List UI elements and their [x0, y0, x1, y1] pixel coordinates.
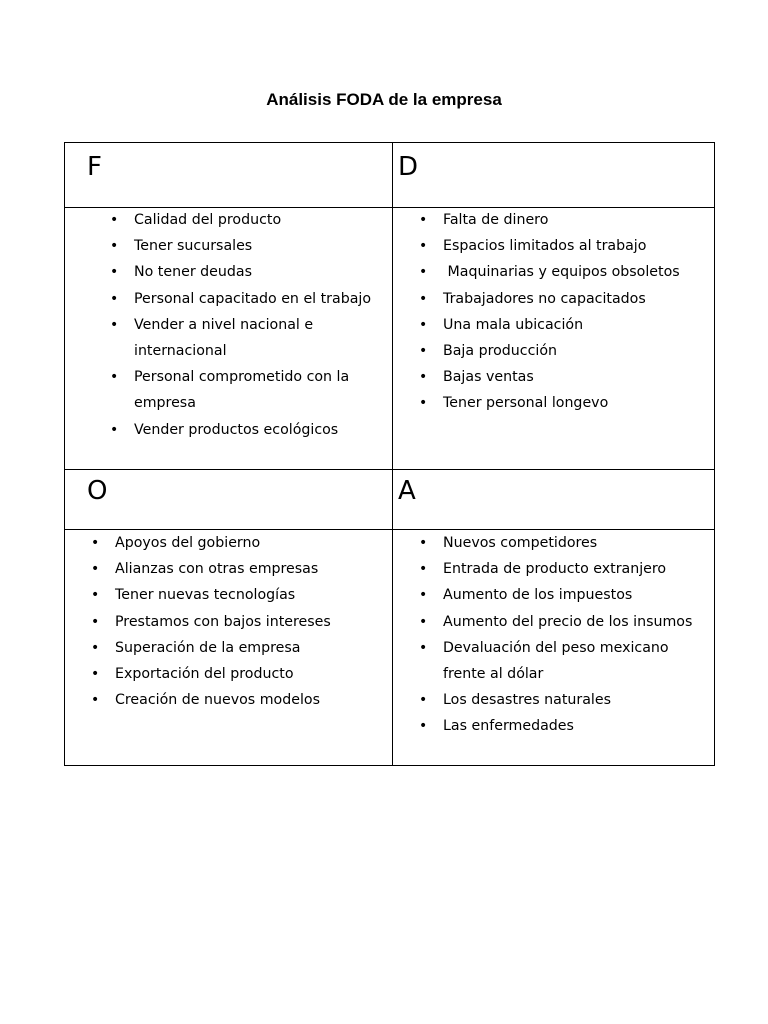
list-item: • Tener nuevas tecnologías [115, 582, 387, 608]
list-item: • No tener deudas [134, 259, 389, 285]
page-title: Análisis FODA de la empresa [266, 90, 502, 109]
list-item: • Aumento de los impuestos [443, 582, 711, 608]
list-item: • Vender a nivel nacional e internacional [134, 312, 389, 364]
list-item: • Personal capacitado en el trabajo [134, 286, 389, 312]
fortalezas-list [134, 207, 389, 443]
list-item: • Prestamos con bajos intereses [115, 609, 387, 635]
list-item: • Devaluación del peso mexicano frente al dólar [443, 635, 711, 687]
debilidades-list [443, 207, 713, 417]
list-item: • Baja producción [443, 338, 713, 364]
list-item: • Los desastres naturales [443, 687, 711, 713]
list-item: • Una mala ubicación [443, 312, 713, 338]
list-item: • Bajas ventas [443, 364, 713, 390]
table-divider-vertical [392, 143, 393, 765]
amenazas-list [443, 530, 711, 740]
list-item: • Apoyos del gobierno [115, 530, 387, 556]
list-item: • Espacios limitados al trabajo [443, 233, 713, 259]
oportunidades-header: O [87, 476, 108, 506]
list-item: • Tener personal longevo [443, 390, 713, 416]
list-item: • Calidad del producto [134, 207, 389, 233]
list-item: • Nuevos competidores [443, 530, 711, 556]
fortalezas-header: F [87, 152, 102, 182]
list-item: • Alianzas con otras empresas [115, 556, 387, 582]
list-item: • Aumento del precio de los insumos [443, 609, 711, 635]
list-item: • Entrada de producto extranjero [443, 556, 711, 582]
table-divider-2 [65, 469, 714, 470]
list-item: • Superación de la empresa [115, 635, 387, 661]
list-item: • Vender productos ecológicos [134, 417, 389, 443]
list-item: • Falta de dinero [443, 207, 713, 233]
list-item: • Personal comprometido con la empresa [134, 364, 389, 416]
foda-table [64, 142, 715, 766]
amenazas-header: A [398, 476, 416, 506]
debilidades-header: D [398, 152, 419, 182]
list-item: • Tener sucursales [134, 233, 389, 259]
list-item: • Las enfermedades [443, 713, 711, 739]
list-item: • Maquinarias y equipos obsoletos [443, 259, 713, 285]
oportunidades-list [115, 530, 387, 713]
list-item: • Trabajadores no capacitados [443, 286, 713, 312]
list-item: • Creación de nuevos modelos [115, 687, 387, 713]
list-item: • Exportación del producto [115, 661, 387, 687]
